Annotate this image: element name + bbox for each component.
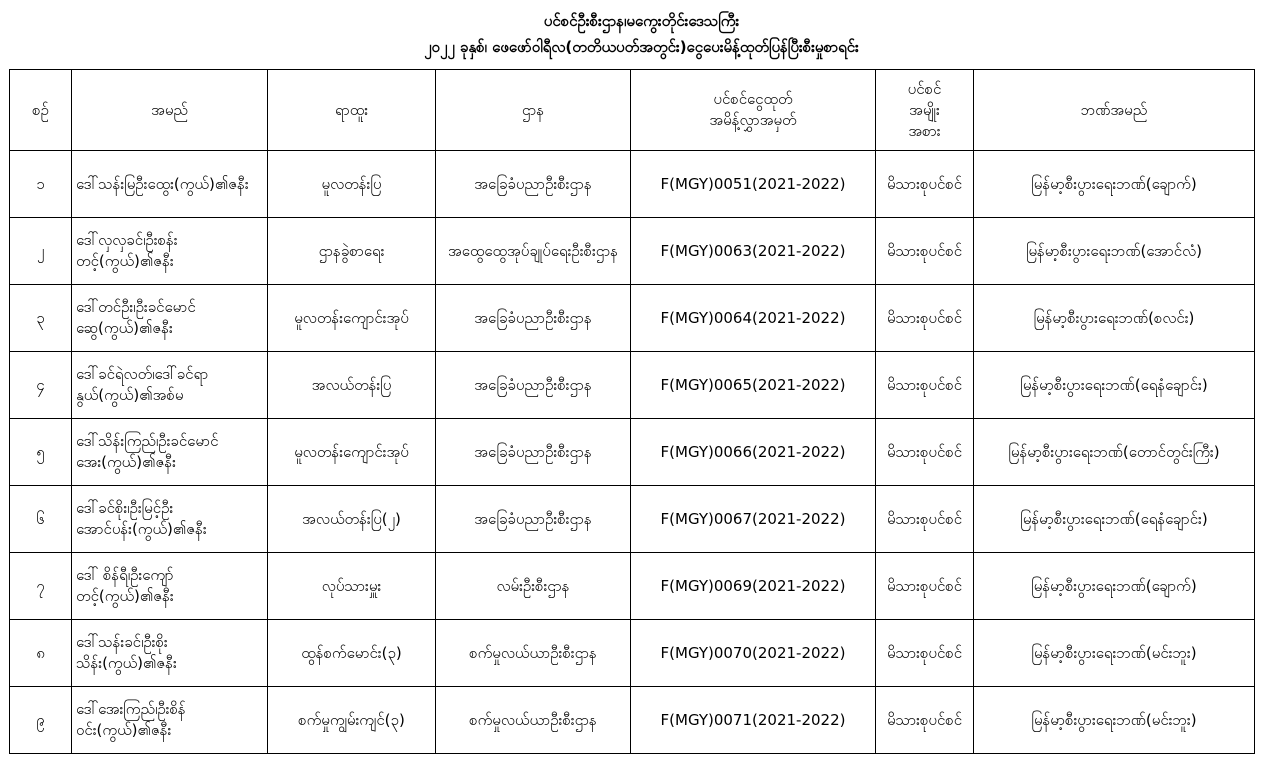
cell-name: ဒေါ်သန်းခင်၊ဦးစိုးသိန်း(ကွယ်)၏ဇနီး bbox=[72, 620, 268, 687]
cell-order-number: F(MGY)0064(2021-2022) bbox=[631, 285, 876, 352]
cell-bank: မြန်မာ့စီးပွားရေးဘဏ်(အောင်လံ) bbox=[974, 218, 1255, 285]
cell-name: ဒေါ်ခင်စိုး၊ဦးမြင့်ဦးအောင်ပန်း(ကွယ်)၏ဇနီး bbox=[72, 486, 268, 553]
cell-department: စက်မှုလယ်ယာဦးစီးဌာန bbox=[436, 687, 631, 754]
cell-pension-type: မိသားစုပင်စင် bbox=[876, 218, 974, 285]
cell-pension-type: မိသားစုပင်စင် bbox=[876, 553, 974, 620]
cell-name: ဒေါ်အေးကြည်၊ဦးစိန်ဝင်း(ကွယ်)၏ဇနီး bbox=[72, 687, 268, 754]
cell-name: ဒေါ်တင်ဦး၊ဦးခင်မောင်ဆွေ(ကွယ်)၏ဇနီး bbox=[72, 285, 268, 352]
cell-department: အထွေထွေအုပ်ချုပ်ရေးဦးစီးဌာန bbox=[436, 218, 631, 285]
cell-bank: မြန်မာ့စီးပွားရေးဘဏ်(မင်းဘူး) bbox=[974, 620, 1255, 687]
column-header-name: အမည် bbox=[72, 70, 268, 151]
cell-name: ဒေါ်သိန်းကြည်၊ဦးခင်မောင်အေး(ကွယ်)၏ဇနီး bbox=[72, 419, 268, 486]
column-header-no: စဉ် bbox=[10, 70, 72, 151]
cell-position: အလယ်တန်းပြ bbox=[268, 352, 436, 419]
cell-pension-type: မိသားစုပင်စင် bbox=[876, 352, 974, 419]
cell-name: ဒေါ်လှလှခင်၊ဦးစန်းတင့်(ကွယ်)၏ဇနီး bbox=[72, 218, 268, 285]
cell-bank: မြန်မာ့စီးပွားရေးဘဏ်(ချောက်) bbox=[974, 553, 1255, 620]
column-header-bank: ဘဏ်အမည် bbox=[974, 70, 1255, 151]
column-header-position: ရာထူး bbox=[268, 70, 436, 151]
cell-position: ဌာနခွဲစာရေး bbox=[268, 218, 436, 285]
cell-position: လုပ်သားမှူး bbox=[268, 553, 436, 620]
cell-no: ၉ bbox=[10, 687, 72, 754]
cell-order-number: F(MGY)0070(2021-2022) bbox=[631, 620, 876, 687]
cell-order-number: F(MGY)0067(2021-2022) bbox=[631, 486, 876, 553]
document-title: ပင်စင်ဦးစီးဌာန၊မကွေးတိုင်းဒေသကြီး bbox=[543, 12, 740, 30]
table-row bbox=[10, 151, 1255, 218]
cell-position: မူလတန်းပြ bbox=[268, 151, 436, 218]
pension-table bbox=[9, 69, 1255, 754]
table-row bbox=[10, 218, 1255, 285]
cell-department: အခြေခံပညာဦးစီးဌာန bbox=[436, 352, 631, 419]
cell-pension-type: မိသားစုပင်စင် bbox=[876, 486, 974, 553]
column-header-type-line3: အစား bbox=[908, 121, 941, 140]
cell-no: ၂ bbox=[10, 218, 72, 285]
cell-department: လမ်းဦးစီးဌာန bbox=[436, 553, 631, 620]
cell-bank: မြန်မာ့စီးပွားရေးဘဏ်(ရေနံချောင်း) bbox=[974, 352, 1255, 419]
cell-no: ၆ bbox=[10, 486, 72, 553]
cell-department: အခြေခံပညာဦးစီးဌာန bbox=[436, 486, 631, 553]
column-header-type-line2: အမျိုး bbox=[909, 100, 940, 119]
table-header-row bbox=[10, 70, 1255, 151]
cell-order-number: F(MGY)0063(2021-2022) bbox=[631, 218, 876, 285]
column-header-order-line2: အမိန့်လွှာအမှတ် bbox=[709, 111, 797, 129]
cell-order-number: F(MGY)0066(2021-2022) bbox=[631, 419, 876, 486]
cell-pension-type: မိသားစုပင်စင် bbox=[876, 419, 974, 486]
cell-position: အလယ်တန်းပြ(၂) bbox=[268, 486, 436, 553]
cell-no: ၇ bbox=[10, 553, 72, 620]
column-header-department: ဌာန bbox=[436, 70, 631, 151]
cell-no: ၈ bbox=[10, 620, 72, 687]
cell-department: အခြေခံပညာဦးစီးဌာန bbox=[436, 419, 631, 486]
cell-order-number: F(MGY)0051(2021-2022) bbox=[631, 151, 876, 218]
document-title-block bbox=[0, 8, 1283, 60]
cell-position: မူလတန်းကျောင်းအုပ် bbox=[268, 419, 436, 486]
column-header-order-number bbox=[631, 70, 876, 151]
table-row bbox=[10, 553, 1255, 620]
table-row bbox=[10, 486, 1255, 553]
cell-pension-type: မိသားစုပင်စင် bbox=[876, 687, 974, 754]
cell-pension-type: မိသားစုပင်စင် bbox=[876, 151, 974, 218]
document-subtitle: ၂၀၂၂ ခုနှစ်၊ ဖေဖော်ဝါရီလ(တတိယပတ်အတွင်း)ငွေပေးမိန့်ထုတ်ပြန်ပြီးစီးမှုစာရင်း bbox=[424, 38, 859, 56]
column-header-type-line1: ပင်စင် bbox=[907, 79, 942, 98]
cell-order-number: F(MGY)0065(2021-2022) bbox=[631, 352, 876, 419]
cell-bank: မြန်မာ့စီးပွားရေးဘဏ်(မင်းဘူး) bbox=[974, 687, 1255, 754]
cell-no: ၄ bbox=[10, 352, 72, 419]
cell-no: ၁ bbox=[10, 151, 72, 218]
cell-department: အခြေခံပညာဦးစီးဌာန bbox=[436, 151, 631, 218]
table-row bbox=[10, 352, 1255, 419]
cell-position: ထွန်စက်မောင်း(၃) bbox=[268, 620, 436, 687]
column-header-pension-type bbox=[876, 70, 974, 151]
column-header-order-line1: ပင်စင်ငွေထုတ် bbox=[713, 90, 793, 108]
cell-name: ဒေါ်သန်းမြဦးထွေး(ကွယ်)၏ဇနီး bbox=[72, 151, 268, 218]
table-row bbox=[10, 687, 1255, 754]
cell-bank: မြန်မာ့စီးပွားရေးဘဏ်(စလင်း) bbox=[974, 285, 1255, 352]
cell-pension-type: မိသားစုပင်စင် bbox=[876, 620, 974, 687]
cell-bank: မြန်မာ့စီးပွားရေးဘဏ်(တောင်တွင်းကြီး) bbox=[974, 419, 1255, 486]
cell-name: ဒေါ် စိန်ရီ၊ဦးကျော်တင့်(ကွယ်)၏ဇနီး bbox=[72, 553, 268, 620]
cell-order-number: F(MGY)0071(2021-2022) bbox=[631, 687, 876, 754]
cell-bank: မြန်မာ့စီးပွားရေးဘဏ်(ရေနံချောင်း) bbox=[974, 486, 1255, 553]
table-row bbox=[10, 620, 1255, 687]
cell-name: ဒေါ်ခင်ရဲလတ်၊ဒေါ်ခင်ရာနွယ်(ကွယ်)၏အစ်မ bbox=[72, 352, 268, 419]
cell-no: ၅ bbox=[10, 419, 72, 486]
cell-position: စက်မှုကျွမ်းကျင်(၃) bbox=[268, 687, 436, 754]
cell-department: အခြေခံပညာဦးစီးဌာန bbox=[436, 285, 631, 352]
table-row bbox=[10, 419, 1255, 486]
cell-no: ၃ bbox=[10, 285, 72, 352]
cell-pension-type: မိသားစုပင်စင် bbox=[876, 285, 974, 352]
cell-bank: မြန်မာ့စီးပွားရေးဘဏ်(ချောက်) bbox=[974, 151, 1255, 218]
cell-position: မူလတန်းကျောင်းအုပ် bbox=[268, 285, 436, 352]
cell-department: စက်မှုလယ်ယာဦးစီးဌာန bbox=[436, 620, 631, 687]
cell-order-number: F(MGY)0069(2021-2022) bbox=[631, 553, 876, 620]
table-row bbox=[10, 285, 1255, 352]
